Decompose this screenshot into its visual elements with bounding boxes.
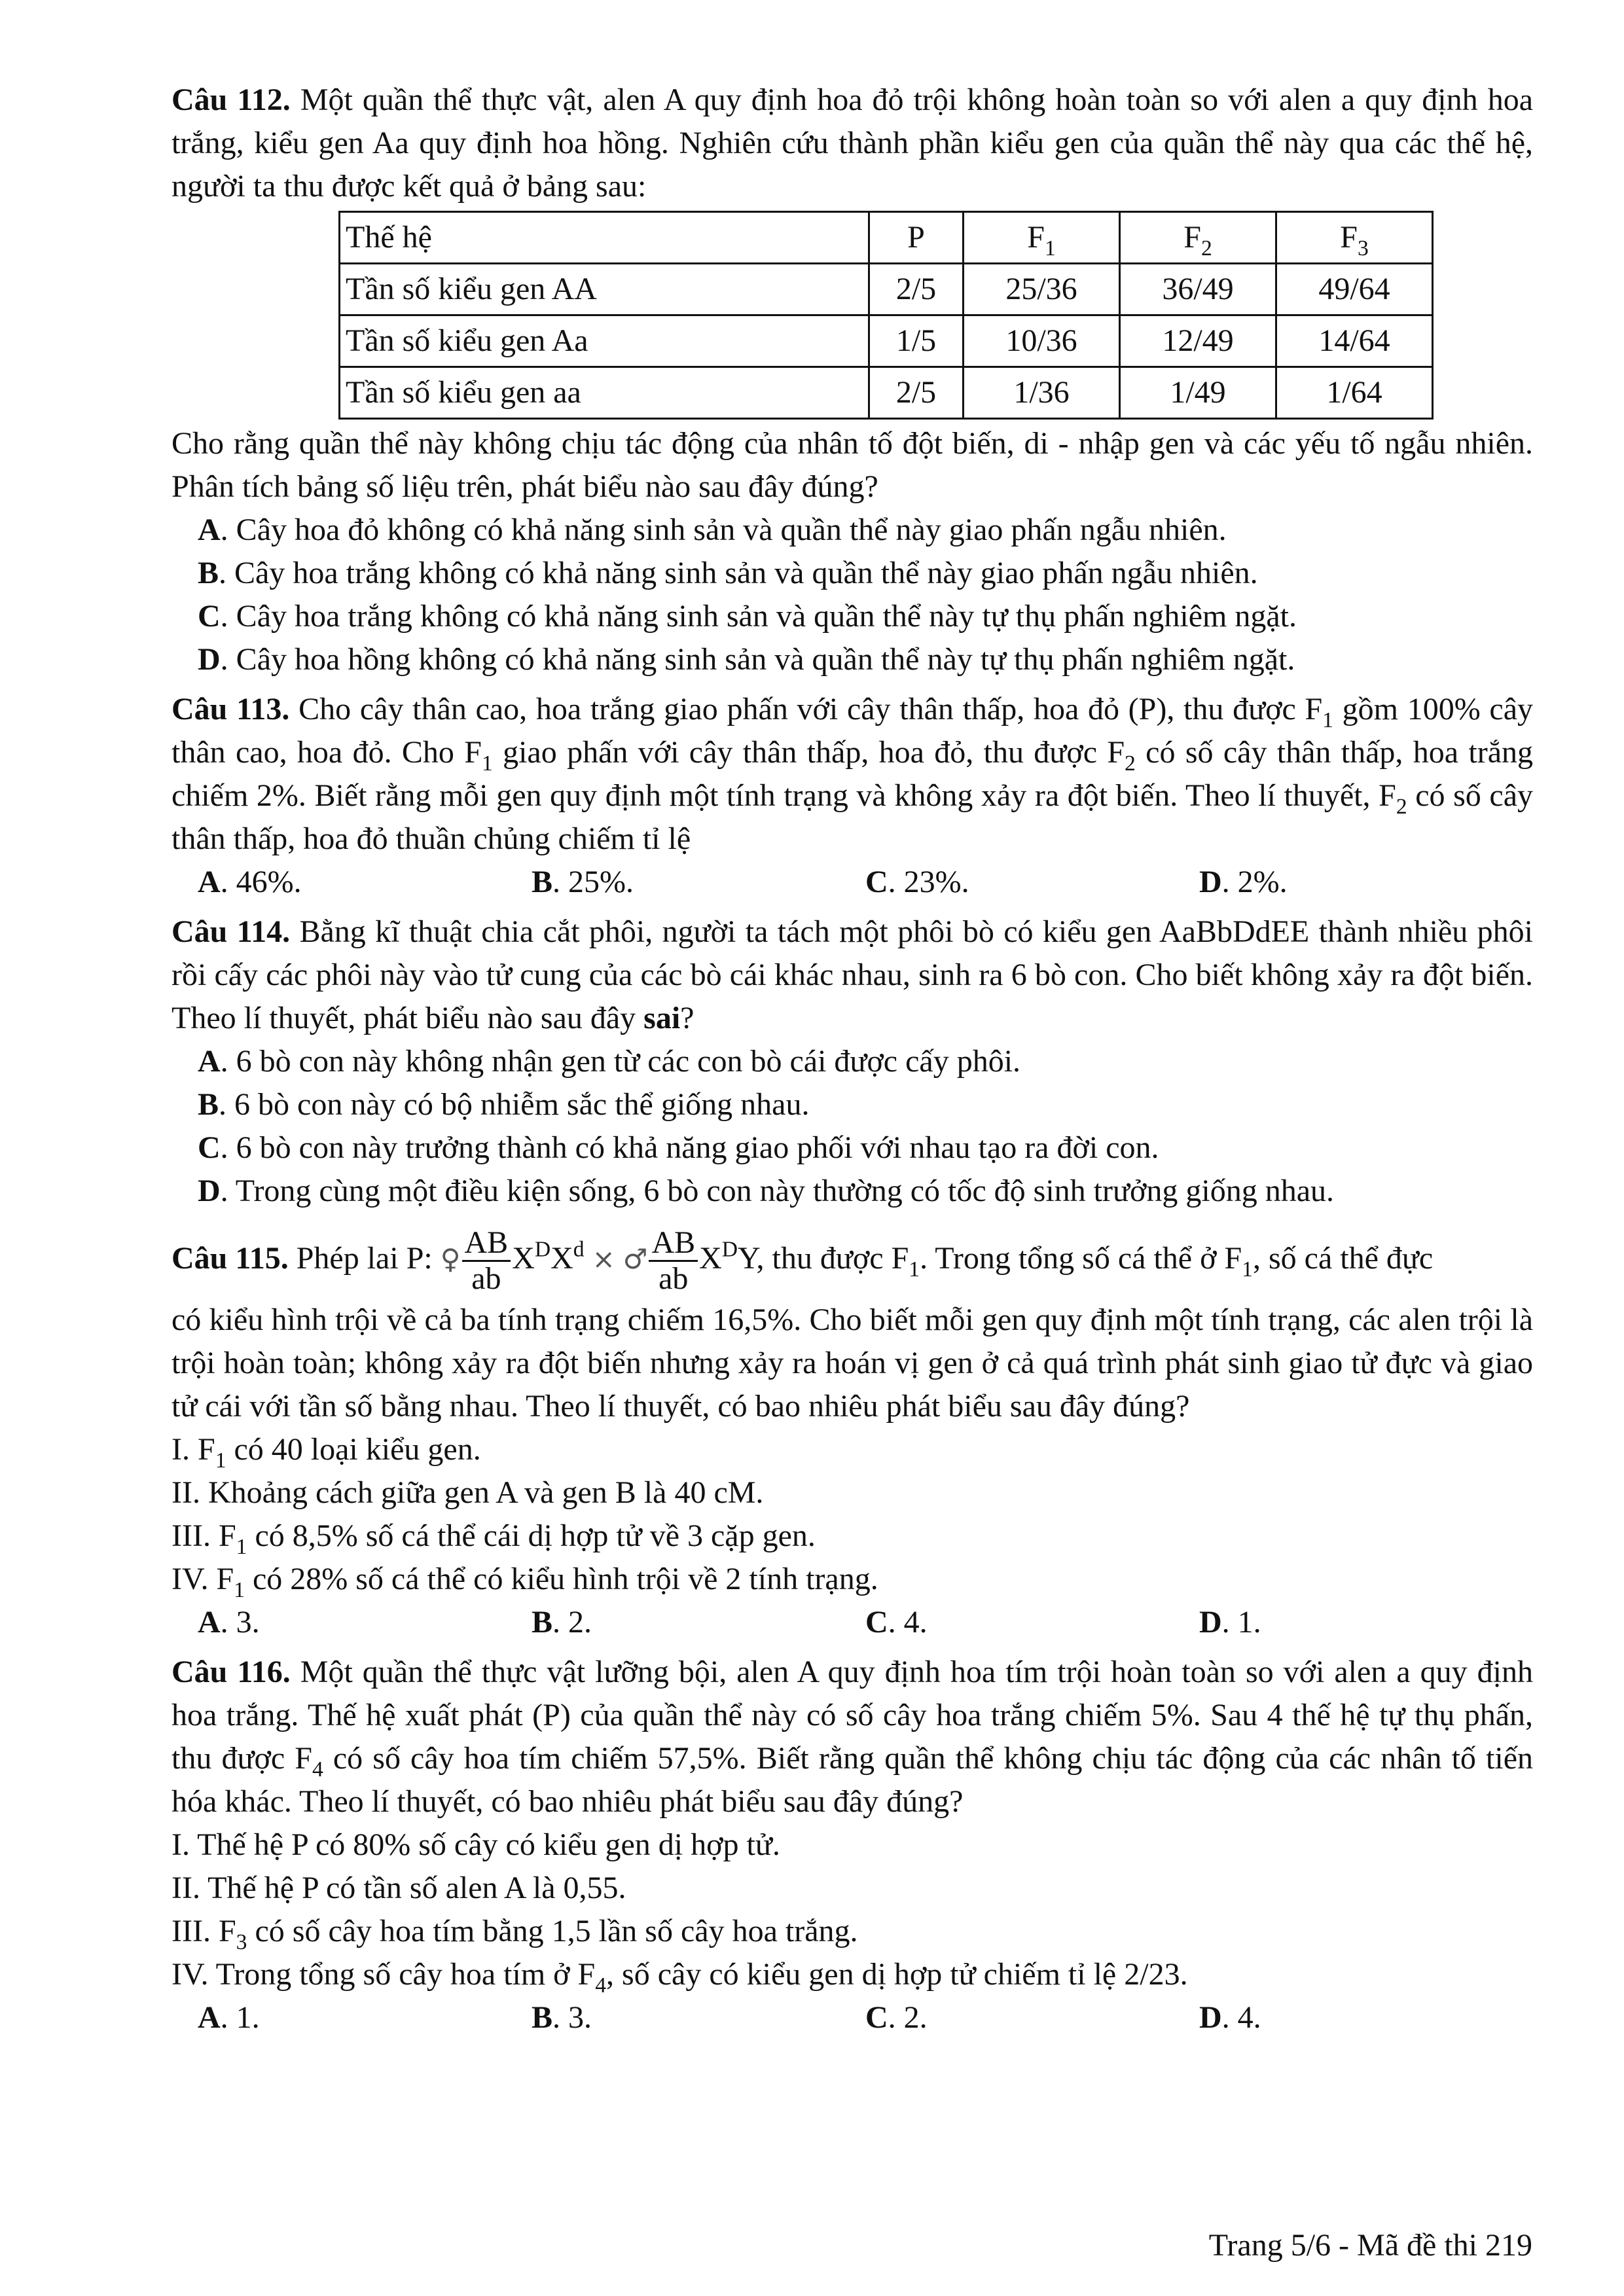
option-text: . 2%. bbox=[1221, 865, 1288, 899]
genotype-frequency-table bbox=[338, 211, 1434, 420]
text-part: có số cây thân thấp, hoa đỏ thuần chủng chiếm tỉ lệ bbox=[171, 778, 1534, 856]
option-letter: D bbox=[1199, 865, 1222, 899]
header-label: F bbox=[1027, 220, 1045, 255]
subscript: 1 bbox=[1044, 236, 1056, 260]
text-part: III. F bbox=[171, 1914, 236, 1948]
table-header-cell bbox=[1120, 212, 1276, 264]
option-b[interactable] bbox=[532, 1996, 865, 2039]
option-letter: D bbox=[1199, 1605, 1222, 1640]
question-number: Câu 115. bbox=[171, 1241, 289, 1276]
text-part: Y, thu được F bbox=[738, 1241, 909, 1276]
option-letter: A bbox=[198, 512, 221, 547]
table-header-cell bbox=[1276, 212, 1433, 264]
chromosome-x: X bbox=[550, 1241, 573, 1276]
table-row bbox=[340, 367, 1433, 419]
option-letter: A bbox=[198, 1605, 221, 1640]
text-part: gồm 100% cây thân cao, hoa đỏ. Cho F bbox=[171, 692, 1534, 770]
page-footer: Trang 5/6 - Mã đề thi 219 bbox=[1208, 2228, 1532, 2263]
table-cell: Tần số kiểu gen AA bbox=[340, 264, 869, 315]
text-part: giao phấn với cây thân thấp, hoa đỏ, thu được F bbox=[492, 735, 1125, 770]
table-cell: 2/5 bbox=[869, 264, 964, 315]
option-d[interactable] bbox=[1199, 1996, 1533, 2039]
option-c[interactable] bbox=[865, 861, 1199, 904]
genotype-fraction bbox=[649, 1226, 698, 1296]
option-letter: C bbox=[865, 865, 888, 899]
statement-ii: II. Thế hệ P có tần số alen A là 0,55. bbox=[171, 1871, 626, 1905]
question-number: Câu 112. bbox=[171, 82, 291, 117]
text-part: III. F bbox=[171, 1518, 236, 1553]
emphasis-word: sai bbox=[643, 1001, 681, 1035]
option-letter: A bbox=[198, 865, 221, 899]
text-part: I. F bbox=[171, 1432, 215, 1467]
question-114 bbox=[171, 910, 1533, 1213]
option-letter: B bbox=[532, 1605, 553, 1640]
subscript: 2 bbox=[1200, 236, 1212, 260]
option-c[interactable] bbox=[865, 1996, 1199, 2039]
option-text: . Cây hoa trắng không có khả năng sinh sản và quần thể này tự thụ phấn nghiêm ngặt. bbox=[220, 599, 1297, 634]
question-115-cross bbox=[171, 1219, 1533, 1299]
text-part: ? bbox=[680, 1001, 695, 1035]
option-b[interactable] bbox=[171, 552, 1533, 595]
question-116-stem bbox=[171, 1651, 1533, 1823]
text-part: có số cây hoa tím bằng 1,5 lần số cây hoa trắng. bbox=[247, 1914, 858, 1948]
option-c[interactable] bbox=[171, 1126, 1533, 1170]
option-text: . 6 bò con này có bộ nhiễm sắc thể giống nhau. bbox=[219, 1087, 810, 1122]
fraction-bottom: ab bbox=[471, 1261, 501, 1297]
table-header-cell: Thế hệ bbox=[340, 212, 869, 264]
subscript: 3 bbox=[236, 1929, 247, 1954]
text-part: Cho cây thân cao, hoa trắng giao phấn với cây thân thấp, hoa đỏ (P), thu được F bbox=[298, 692, 1323, 726]
option-text: . Cây hoa hồng không có khả năng sinh sản và quần thể này tự thụ phấn nghiêm ngặt. bbox=[220, 642, 1295, 677]
statement-iv bbox=[171, 1558, 1533, 1601]
text-part: . Trong tổng số cá thể ở F bbox=[920, 1241, 1242, 1276]
option-d[interactable] bbox=[1199, 1601, 1533, 1644]
superscript: d bbox=[573, 1237, 585, 1262]
option-text: . Cây hoa đỏ không có khả năng sinh sản và quần thể này giao phấn ngẫu nhiên. bbox=[220, 512, 1227, 547]
table-cell: 36/49 bbox=[1120, 264, 1276, 315]
table-header-cell bbox=[964, 212, 1120, 264]
statement-iv bbox=[171, 1953, 1533, 1996]
subscript: 1 bbox=[234, 1577, 245, 1602]
text-part: có số cây thân thấp, hoa trắng chiếm 2%. Biết rằng mỗi gen quy định một tính trạng và không xảy ra đột biến. Theo lí thuyết, F bbox=[171, 735, 1534, 813]
option-a[interactable] bbox=[171, 509, 1533, 552]
option-b[interactable] bbox=[532, 861, 865, 904]
option-a[interactable] bbox=[198, 861, 532, 904]
options-row bbox=[171, 1996, 1533, 2039]
options-row bbox=[171, 1601, 1533, 1644]
option-text: . 23%. bbox=[888, 865, 969, 899]
statement-iii bbox=[171, 1910, 1533, 1953]
table-row bbox=[340, 315, 1433, 367]
subscript: 2 bbox=[1396, 794, 1407, 819]
text-part: , số cá thể đực bbox=[1252, 1241, 1434, 1276]
option-letter: A bbox=[198, 2000, 221, 2035]
table-cell: 1/36 bbox=[964, 367, 1120, 419]
option-c[interactable] bbox=[171, 595, 1533, 638]
question-115 bbox=[171, 1219, 1533, 1644]
question-number: Câu 113. bbox=[171, 692, 290, 726]
subscript: 1 bbox=[236, 1534, 247, 1559]
subscript: 1 bbox=[1322, 708, 1333, 732]
table-cell: 1/49 bbox=[1120, 367, 1276, 419]
statement-iii bbox=[171, 1515, 1533, 1558]
subscript: 1 bbox=[909, 1257, 920, 1282]
option-c[interactable] bbox=[865, 1601, 1199, 1644]
fraction-bottom: ab bbox=[659, 1261, 689, 1297]
option-letter: D bbox=[1199, 2000, 1222, 2035]
option-letter: C bbox=[198, 599, 221, 634]
option-letter: C bbox=[865, 2000, 888, 2035]
chromosome-x: X bbox=[512, 1241, 535, 1276]
option-b[interactable] bbox=[171, 1083, 1533, 1126]
question-112-stem bbox=[171, 79, 1533, 208]
statement-i: I. Thế hệ P có 80% số cây có kiểu gen dị hợp tử. bbox=[171, 1827, 780, 1862]
subscript: 1 bbox=[215, 1448, 226, 1473]
subscript: 1 bbox=[481, 751, 493, 776]
option-text: . Cây hoa trắng không có khả năng sinh sản và quần thể này giao phấn ngẫu nhiên. bbox=[219, 556, 1258, 590]
options-row bbox=[171, 861, 1533, 904]
table-cell: 49/64 bbox=[1276, 264, 1433, 315]
cross-icon: × bbox=[592, 1243, 615, 1275]
question-text: Một quần thể thực vật, alen A quy định hoa đỏ trội không hoàn toàn so với alen a quy định hoa trắng, kiểu gen Aa quy định hoa hồng. Nghiên cứu thành phần kiểu gen của quần thể này qua các thế hệ, người ta thu được kết quả ở bảng sau: bbox=[171, 82, 1533, 204]
table-cell: 1/5 bbox=[869, 315, 964, 367]
exam-page bbox=[171, 79, 1533, 2046]
option-letter: D bbox=[198, 1174, 221, 1208]
option-b[interactable] bbox=[532, 1601, 865, 1644]
chromosome-x: X bbox=[699, 1241, 722, 1276]
option-letter: B bbox=[532, 865, 553, 899]
table-cell: Tần số kiểu gen Aa bbox=[340, 315, 869, 367]
table-cell: 14/64 bbox=[1276, 315, 1433, 367]
question-115-stem: có kiểu hình trội về cả ba tính trạng chiếm 16,5%. Cho biết mỗi gen quy định một tính trạng, các alen trội là trội hoàn toàn; không xảy ra đột biến nhưng xảy ra hoán vị gen ở cả quá trình phát sinh giao tử đực và giao tử cái với tần số bằng nhau. Theo lí thuyết, có bao nhiêu phát biểu sau đây đúng? bbox=[171, 1302, 1533, 1424]
subscript: 4 bbox=[595, 1973, 607, 1998]
table-cell: 1/64 bbox=[1276, 367, 1433, 419]
statement-ii: II. Khoảng cách giữa gen A và gen B là 40 cM. bbox=[171, 1475, 764, 1510]
option-d[interactable] bbox=[171, 1170, 1533, 1213]
table-header-cell: P bbox=[869, 212, 964, 264]
text-part: IV. Trong tổng số cây hoa tím ở F bbox=[171, 1957, 596, 1992]
table-cell: 2/5 bbox=[869, 367, 964, 419]
header-label: F bbox=[1183, 220, 1201, 255]
option-d[interactable] bbox=[1199, 861, 1533, 904]
option-text: . 2. bbox=[552, 1605, 592, 1640]
table-cell: 12/49 bbox=[1120, 315, 1276, 367]
option-a[interactable] bbox=[171, 1040, 1533, 1083]
option-text: . 4. bbox=[1221, 2000, 1261, 2035]
question-112-followup: Cho rằng quần thể này không chịu tác động của nhân tố đột biến, di - nhập gen và các yếu tố ngẫu nhiên. Phân tích bảng số liệu trên, phát biểu nào sau đây đúng? bbox=[171, 426, 1533, 504]
option-text: . 4. bbox=[888, 1605, 928, 1640]
option-d[interactable] bbox=[171, 638, 1533, 681]
statement-i bbox=[171, 1428, 1533, 1471]
option-letter: B bbox=[198, 1087, 219, 1122]
table-cell: Tần số kiểu gen aa bbox=[340, 367, 869, 419]
header-label: F bbox=[1340, 220, 1358, 255]
text-part: Phép lai P: bbox=[296, 1241, 441, 1276]
option-text: . 3. bbox=[552, 2000, 592, 2035]
option-letter: A bbox=[198, 1044, 221, 1079]
option-text: . 6 bò con này không nhận gen từ các con bò cái được cấy phôi. bbox=[220, 1044, 1021, 1079]
fraction-top: AB bbox=[649, 1226, 698, 1262]
option-text: . 46%. bbox=[220, 865, 302, 899]
text-part: có 28% số cá thể có kiểu hình trội về 2 tính trạng. bbox=[244, 1562, 878, 1596]
text-part: có 8,5% số cá thể cái dị hợp tử về 3 cặp gen. bbox=[247, 1518, 816, 1553]
option-letter: B bbox=[198, 556, 219, 590]
text-part: có 40 loại kiểu gen. bbox=[226, 1432, 481, 1467]
option-letter: C bbox=[198, 1130, 221, 1165]
text-part: Một quần thể thực vật lưỡng bội, alen A quy định hoa tím trội hoàn toàn so với alen a quy định hoa trắng. Thế hệ xuất phát (P) của quần thể này có số cây hoa trắng chiếm 5%. Sau 4 thế hệ tự thụ phấn, thu được F bbox=[171, 1655, 1534, 1776]
superscript: D bbox=[534, 1237, 551, 1262]
option-text: . 1. bbox=[220, 2000, 260, 2035]
female-icon: ♀ bbox=[440, 1243, 461, 1275]
option-text: . Trong cùng một điều kiện sống, 6 bò con này thường có tốc độ sinh trưởng giống nhau. bbox=[220, 1174, 1335, 1208]
question-number: Câu 114. bbox=[171, 914, 291, 949]
subscript: 2 bbox=[1125, 751, 1136, 776]
table-cell: 25/36 bbox=[964, 264, 1120, 315]
option-text: . 2. bbox=[888, 2000, 928, 2035]
text-part: có số cây hoa tím chiếm 57,5%. Biết rằng quần thể không chịu tác động của các nhân tố tiến hóa khác. Theo lí thuyết, có bao nhiêu phát biểu sau đây đúng? bbox=[171, 1741, 1534, 1819]
subscript: 4 bbox=[312, 1757, 323, 1782]
genotype-fraction bbox=[462, 1226, 511, 1296]
superscript: D bbox=[721, 1237, 738, 1262]
question-113 bbox=[171, 688, 1533, 904]
option-letter: C bbox=[865, 1605, 888, 1640]
option-a[interactable] bbox=[198, 1601, 532, 1644]
option-letter: B bbox=[532, 2000, 553, 2035]
option-text: . 6 bò con này trưởng thành có khả năng giao phối với nhau tạo ra đời con. bbox=[220, 1130, 1159, 1165]
option-letter: D bbox=[198, 642, 221, 677]
subscript: 3 bbox=[1357, 236, 1369, 260]
text-part: , số cây có kiểu gen dị hợp tử chiếm tỉ lệ 2/23. bbox=[606, 1957, 1188, 1992]
option-text: . 3. bbox=[220, 1605, 260, 1640]
male-icon: ♂ bbox=[623, 1243, 648, 1275]
text-part: Bằng kĩ thuật chia cắt phôi, người ta tách một phôi bò có kiểu gen AaBbDdEE thành nhiều phôi rồi cấy các phôi này vào tử cung của các bò cái khác nhau, sinh ra 6 bò con. Cho biết không xảy ra đột biến. Theo lí thuyết, phát biểu nào sau đây bbox=[171, 914, 1533, 1035]
text-part: IV. F bbox=[171, 1562, 234, 1596]
table-header-row bbox=[340, 212, 1433, 264]
question-116 bbox=[171, 1651, 1533, 2039]
table-row bbox=[340, 264, 1433, 315]
option-a[interactable] bbox=[198, 1996, 532, 2039]
option-text: . 1. bbox=[1221, 1605, 1261, 1640]
subscript: 1 bbox=[1242, 1257, 1253, 1282]
question-112 bbox=[171, 79, 1533, 681]
question-number: Câu 116. bbox=[171, 1655, 291, 1689]
option-text: . 25%. bbox=[552, 865, 634, 899]
fraction-top: AB bbox=[462, 1226, 511, 1262]
table-cell: 10/36 bbox=[964, 315, 1120, 367]
question-113-stem bbox=[171, 688, 1533, 861]
question-114-stem bbox=[171, 910, 1533, 1040]
